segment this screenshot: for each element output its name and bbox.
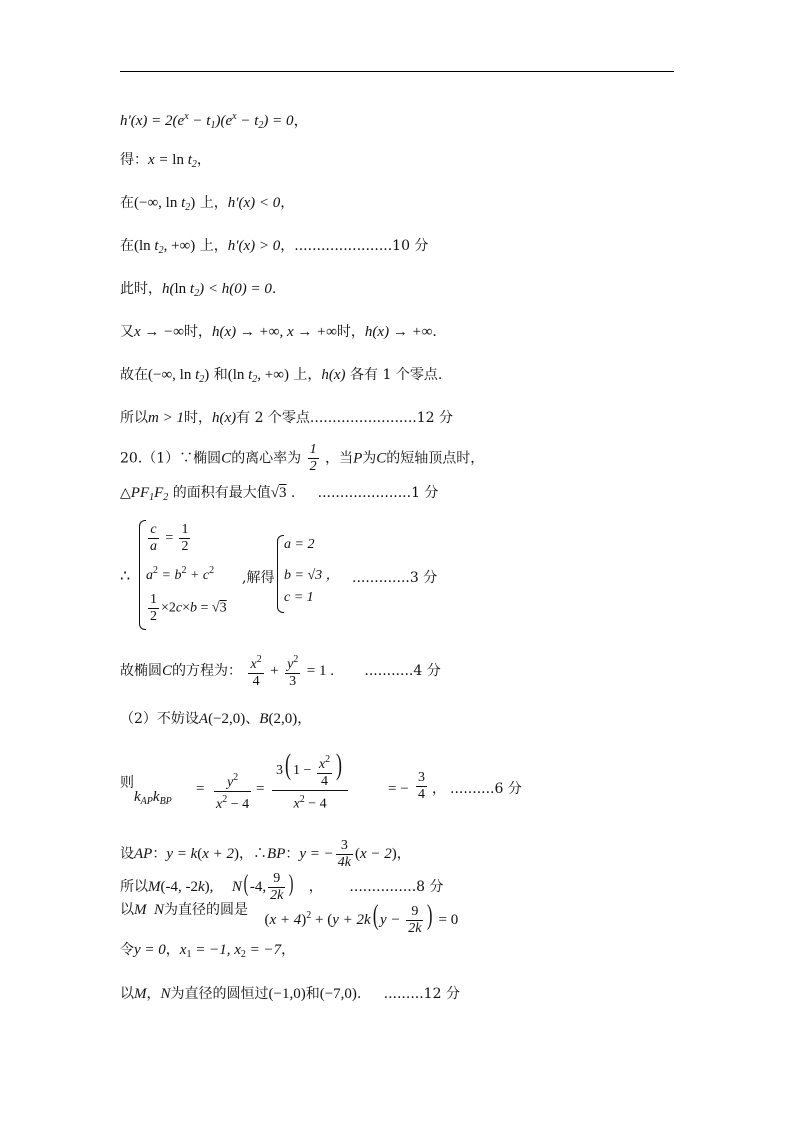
system2-eq-a: a = 2 bbox=[284, 537, 315, 552]
line-conclusion-part1: 所以m > 1时，h(x)有 2 个零点........................12 分 bbox=[120, 410, 454, 426]
system1-eq-eccentricity: $\frac{c}{a}$ = $\frac{1}{2}$ bbox=[150, 522, 189, 554]
line-max-area: $\triangle PF_1F_2$ 的面积有最大值√3 . .....................1 分 bbox=[120, 485, 439, 503]
system1-brace bbox=[139, 520, 146, 630]
line-circle-equation: 以M N为直径的圆是 $(x + 4)^2 + (y + 2k$( y − $\frac{9}{2k}$ ) = 0 bbox=[120, 900, 459, 936]
line-zeros-each-interval: 故在(−∞, $\ln t_2$) 和(ln $t_2$, +∞) 上，h(x) 各有 1 个零点. bbox=[120, 367, 443, 385]
line-ap-bp: 设AP：y = k(x + 2)，∴BP：y = − $\frac{3}{4k}$ (x − 2)， bbox=[120, 837, 411, 870]
score-3: .............3 分 bbox=[352, 570, 438, 586]
line-problem20-intro: 20.（1）∵椭圆C的离心率为 $\frac{1}{2}$ ，当P为C的短轴顶点时， bbox=[120, 442, 485, 474]
eccentricity-fraction: $\frac{1}{2}$ bbox=[309, 442, 317, 474]
line-increasing-interval: 在(ln $t_2$, +∞) 上，h′(x) > 0，......................10 分 bbox=[120, 238, 429, 256]
system2-brace bbox=[277, 535, 284, 613]
line-root: 得：$x = \ln t_2$， bbox=[120, 152, 211, 170]
line-derivative-equation: $h'(x) = 2(e^x - t_1)(e^x - t_2) = 0$， bbox=[120, 111, 309, 131]
solve-label: ,解得 bbox=[242, 570, 275, 586]
system1-eq-pythagorean: $a^2 = b^2 + c^2$ bbox=[146, 565, 215, 583]
line-final-conclusion: 以M，N为直径的圆恒过(−1,0)和(−7,0). .........12 分 bbox=[120, 986, 460, 1002]
line-decreasing-interval: 在(−∞, $\ln t_2$) 上，h′(x) < 0， bbox=[120, 195, 295, 213]
system2-eq-c: c = 1 bbox=[284, 590, 314, 605]
line-limits: 又x → −∞时，h(x) → +∞, x → +∞时，h(x) → +∞. bbox=[120, 324, 437, 340]
line-min-value: 此时，h(ln $t_2) < h(0) = 0$. bbox=[120, 281, 277, 299]
line-part2-setup: （2）不妨设A(−2,0)、B(2,0)， bbox=[120, 711, 312, 727]
system1-eq-area: $\frac{1}{2}$ ×2c×b = √3 bbox=[150, 592, 227, 624]
header-rule bbox=[120, 71, 674, 72]
therefore-symbol: ∴ bbox=[120, 566, 131, 585]
line-ellipse-equation: 故椭圆C的方程为： $\frac{x^2}{4}$ + $\frac{y^2}{3}$ = 1 . ...........4 分 bbox=[120, 654, 441, 689]
line-roots: 令y = 0，$x_1 = -1$, $x_2 = -7$， bbox=[120, 942, 296, 960]
line-points-m-n: 所以M(-4, -2k), N( -4, $\frac{9}{2k}$ ) ， ...............8 分 bbox=[120, 870, 444, 903]
system2-eq-b: b = √3 ， bbox=[284, 568, 340, 583]
